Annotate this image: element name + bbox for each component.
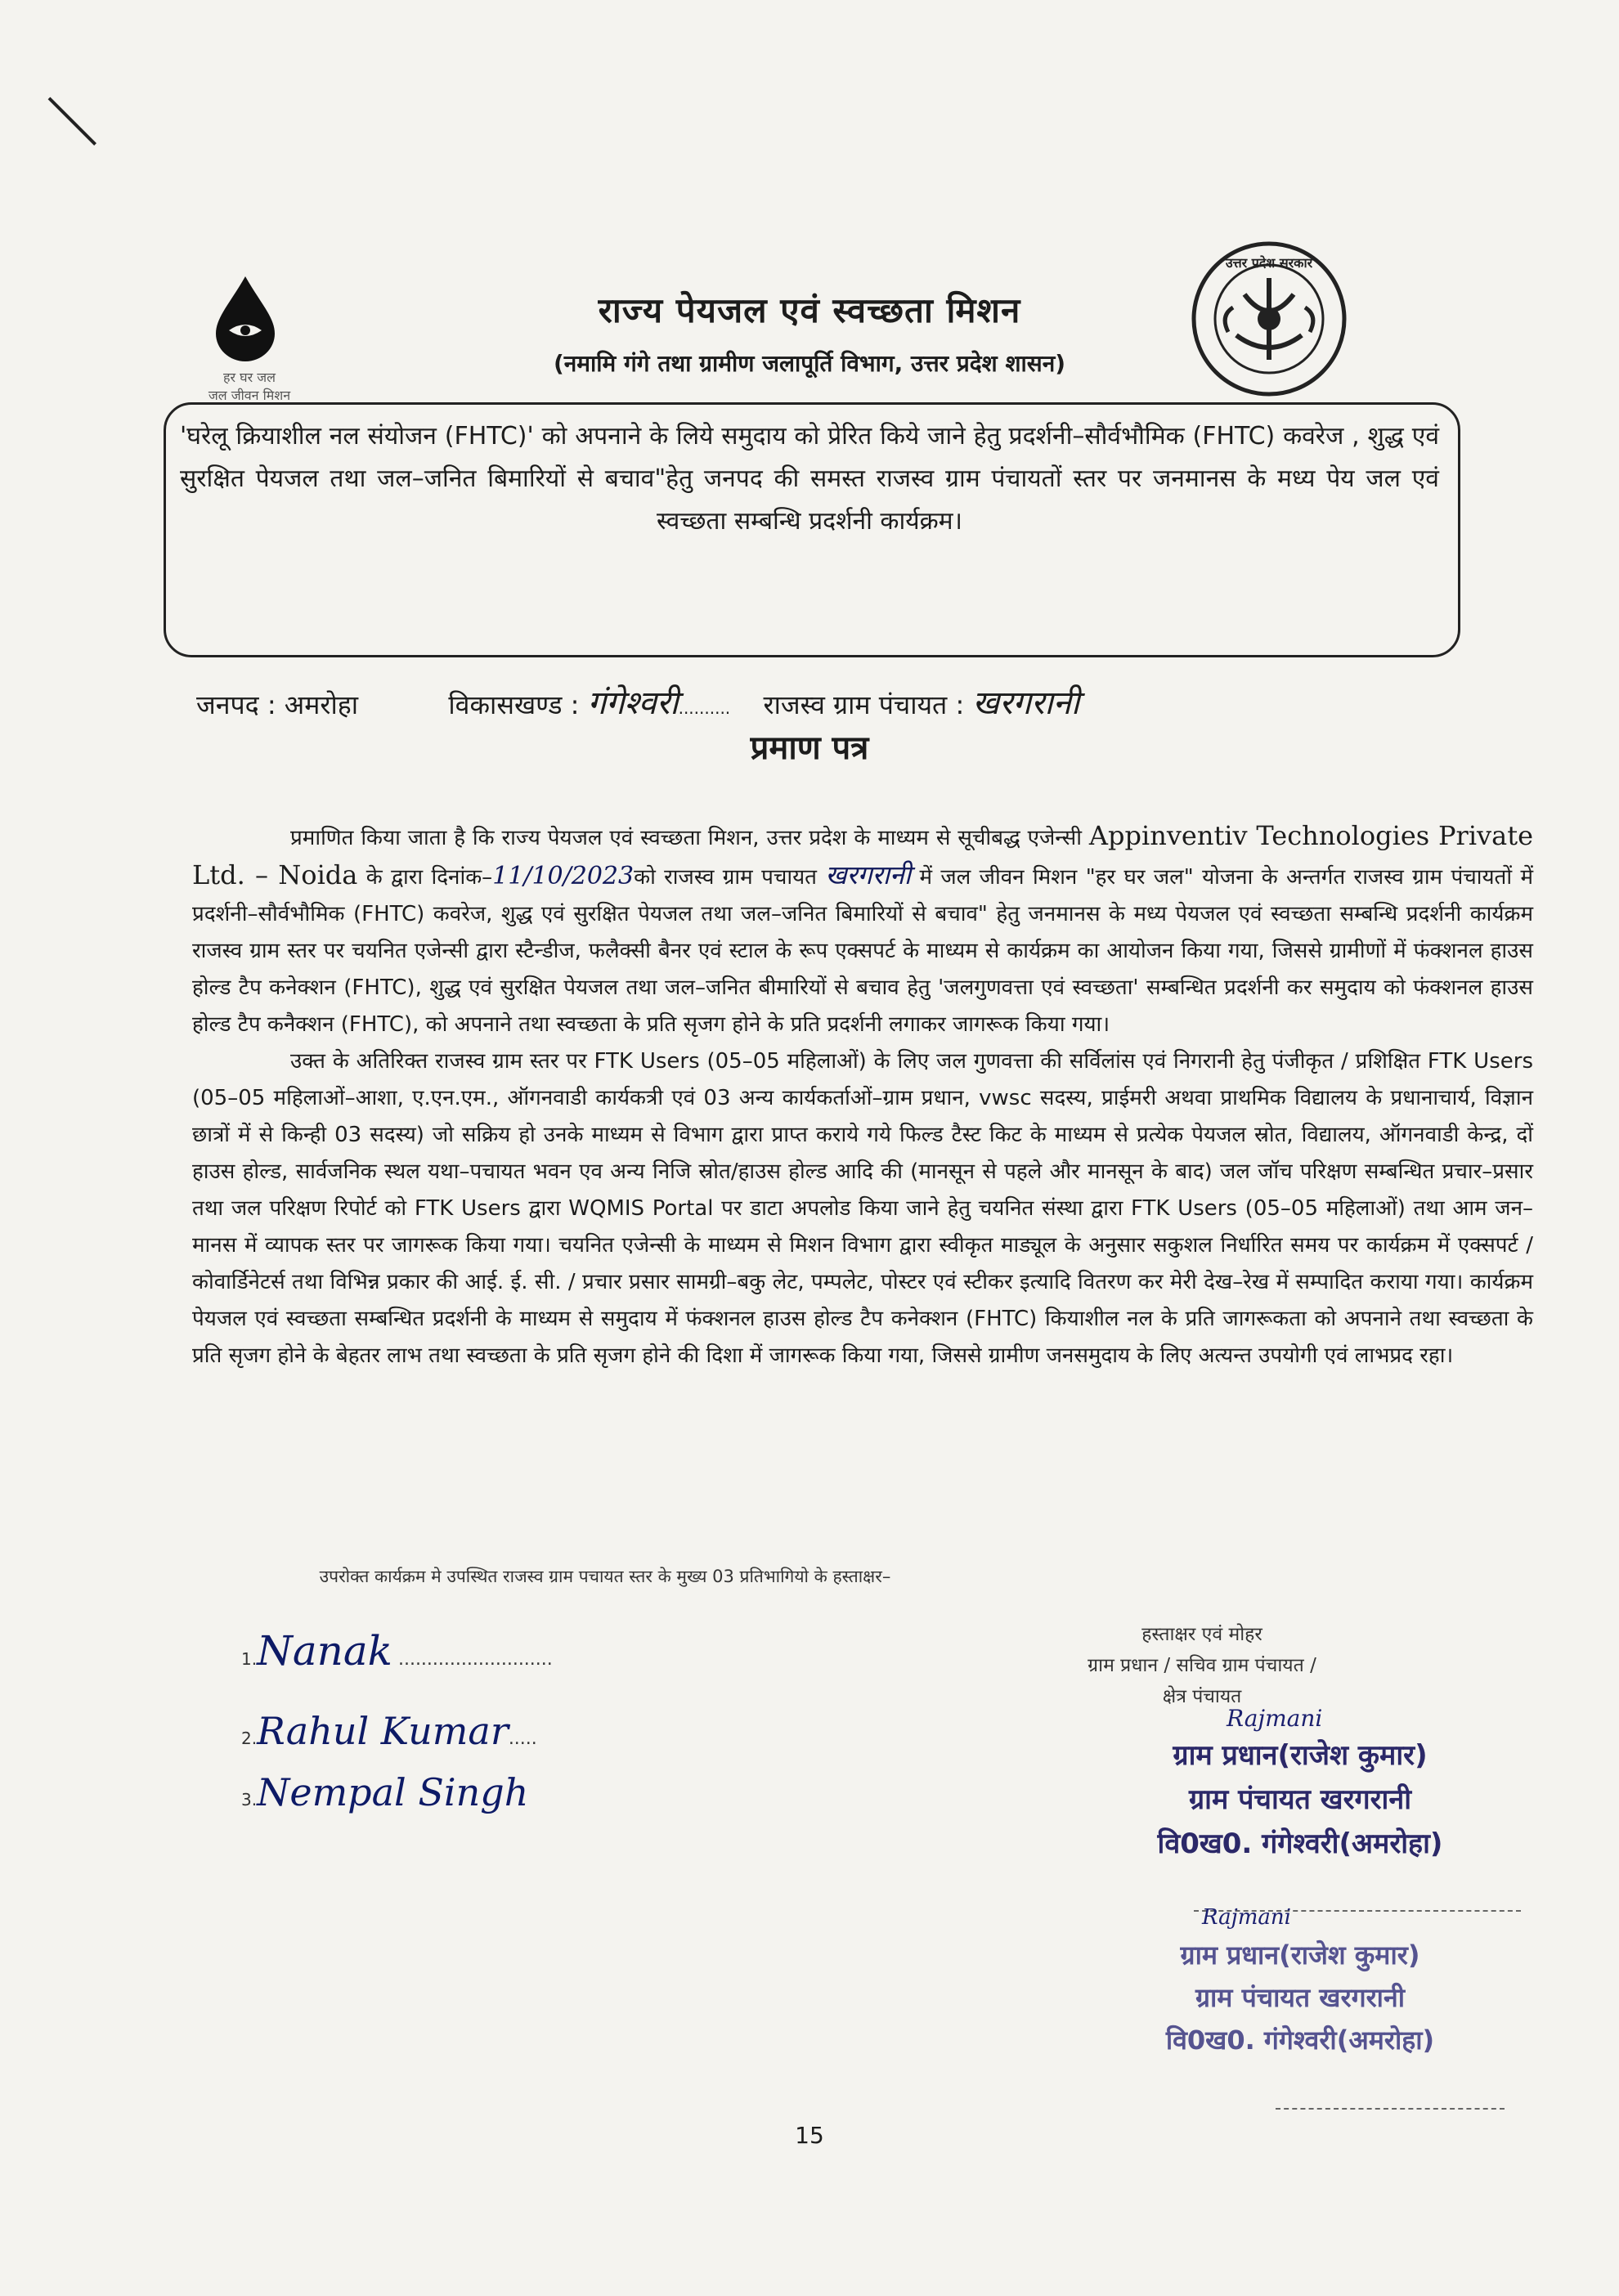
certificate-body [192, 818, 1533, 1374]
participant-signature-1: 1.Nanak ........................... [241, 1627, 553, 1675]
program-box-text: 'घरेलू क्रियाशील नल संयोजन (FHTC)' को अपनाने के लिये समुदाय को प्रेरित किये जाने हेतु प्रदर्शनी–सौर्वभौमिक (FHTC) कवरेज , शुद्ध एवं सुरक्षित पेयजल तथा जल–जनित बिमारियों से बचाव"हेतु जनपद की समस्त राजस्व ग्राम पंचायतों स्तर पर जनमानस के मध्य पेय जल एवं स्वच्छता सम्बन्धि प्रदर्शनी कार्यक्रम। [180, 422, 1439, 536]
divider [1276, 2108, 1505, 2110]
signatory-heading [981, 1619, 1423, 1712]
handwritten-initials: Rajmani [1227, 1705, 1323, 1732]
event-date: 11/10/2023 [492, 862, 635, 890]
header-title: राज्य पेयजल एवं स्वच्छता मिशन [598, 290, 1021, 330]
participants-note: उपरोक्त कार्यक्रम मे उपस्थित राजस्व ग्राम पचायत स्तर के मुख्य 03 प्रतिभागियो के हस्ताक्षर– [319, 1567, 891, 1586]
stamp-line: ग्राम पंचायत खरगरानी [1195, 1982, 1406, 2013]
participant-name: Nanak [257, 1627, 392, 1675]
participant-signature-3 [241, 1770, 528, 1814]
stamp-line: वि0ख0. गंगेश्वरी(अमरोहा) [1165, 2025, 1435, 2056]
logo-caption-2: जल जीवन मिशन [208, 388, 291, 403]
participant-name: Rahul Kumar [257, 1709, 509, 1753]
stamp-line: ग्राम प्रधान(राजेश कुमार) [1173, 1739, 1428, 1772]
official-stamp-1 [1079, 1733, 1521, 1866]
logo-caption-1: हर घर जल [223, 370, 276, 385]
block-value: गंगेश्वरी [587, 684, 679, 722]
participant-name: Nempal Singh [257, 1770, 529, 1814]
block-label: विकासखण्ड : [448, 689, 580, 720]
location-line: जनपद : अमरोहा विकासखण्ड : गंगेश्वरी.......... राजस्व ग्राम पंचायत : खरगरानी [196, 684, 1080, 722]
signatory-line-3: क्षेत्र पंचायत [1162, 1686, 1242, 1707]
paragraph-2: उक्त के अतिरिक्त राजस्व ग्राम स्तर पर FTK Users (05–05 महिलाओं) के लिए जल गुणवत्ता की सर्विलांस एवं निगरानी हेतु पंजीकृत / प्रशिक्षित FTK Users (05–05 महिलाओं–आशा, ए.एन.एम., ऑगनवाडी कार्यकत्री एवं 03 अन्य कार्यकर्ताओं–ग्राम प्रधान, vwsc सदस्य, प्राईमरी अथवा प्राथमिक विद्यालय के प्रधानाचार्य, विज्ञान छात्रों में से किन्ही 03 सदस्य) जो सक्रिय हो उनके माध्यम से विभाग द्वारा प्राप्त कराये गये फिल्ड टैस्ट किट के माध्यम से प्रत्येक पेयजल स्रोत, विद्यालय, ऑगनवाडी केन्द्र, दों हाउस होल्ड, सार्वजनिक स्थल यथा–पचायत भवन एव अन्य निजि स्रोत/हाउस होल्ड आदि की (मानसून से पहले और मानसून के बाद) जल जॉच परिक्षण सम्बन्धित प्रचार–प्रसार तथा जल परिक्षण रिपोर्ट को FTK Users द्वारा WQMIS Portal पर डाटा अपलोड किया जाने हेतु चयनित संस्था द्वारा FTK Users (05–05 महिलाओं) तथा आम जन–मानस में व्यापक स्तर पर जागरूक किया गया। चयनित एजेन्सी के माध्यम से मिशन विभाग द्वारा स्वीकृत माड्यूल के अनुसार सकुशल निर्धारित समय पर कार्यक्रम में एक्सपर्ट / कोवार्डिनेटर्स तथा विभिन्न प्रकार की आई. ई. सी. / प्रचार प्रसार सामग्री–बकु लेट, पम्पलेट, पोस्टर एवं स्टीकर इत्यादि वितरण कर मेरी देख–रेख में सम्पादित कराया गया। कार्यक्रम पेयजल एवं स्वच्छता सम्बन्धित प्रदर्शनी के माध्यम से समुदाय में फंक्शनल हाउस होल्ड टैप कनेक्शन (FHTC) कियाशील नल के प्रति जागरूकता को अपनाने तथा स्वच्छता के प्रति सृजग होने के बेहतर लाभ तथा स्वच्छता के प्रति सृजग होने की दिशा में जागरूक किया गया, जिससे ग्रामीण जनसमुदाय के लिए अत्यन्त उपयोगी एवं लाभप्रद रहा। [192, 1049, 1533, 1368]
signatory-line-1: हस्ताक्षर एवं मोहर [1141, 1624, 1262, 1645]
up-government-seal [1187, 237, 1351, 401]
stamp-line: ग्राम पंचायत खरगरानी [1188, 1783, 1412, 1816]
agency-name: Appinventiv Technologies Private Ltd. – Noida [192, 820, 1534, 890]
participant-number: 3. [241, 1790, 258, 1809]
seal-text: उत्तर प्रदेश सरकार [1225, 255, 1313, 271]
p1-text-b: के द्वारा दिनांक– [366, 865, 493, 890]
participant-number: 1. [241, 1649, 258, 1669]
handwritten-initials: Rajmani [1202, 1905, 1291, 1930]
district-label: जनपद : अमरोहा [196, 689, 359, 720]
header-subtitle: (नमामि गंगे तथा ग्रामीण जलापूर्ति विभाग, उत्तर प्रदेश शासन) [553, 350, 1066, 377]
participant-number: 2. [241, 1729, 258, 1748]
panchayat-value: खरगरानी [972, 684, 1080, 722]
p1-text-c: को राजस्व ग्राम पचायत [634, 865, 817, 890]
panchayat-handwritten: खरगरानी [825, 859, 912, 890]
participant-signature-2: 2.Rahul Kumar..... [241, 1709, 537, 1753]
stamp-line: ग्राम प्रधान(राजेश कुमार) [1180, 1939, 1420, 1971]
stamp-line: वि0ख0. गंगेश्वरी(अमरोहा) [1157, 1827, 1443, 1860]
official-stamp-2 [1079, 1934, 1521, 2061]
certificate-title: प्रमाण पत्र [750, 729, 869, 767]
page-number: 15 [795, 2122, 824, 2149]
paragraph-1 [192, 818, 1533, 1043]
signatory-line-2: ग्राम प्रधान / सचिव ग्राम पंचायत / [1088, 1655, 1316, 1676]
p1-text-d: में जल जीवन मिशन "हर घर जल" योजना के अन्तर्गत राजस्व ग्राम पंचायतों में प्रदर्शनी–सौर्वभौमिक (FHTC) कवरेज, शुद्ध एवं सुरक्षित पेयजल तथा जल–जनित बिमारियों से बचाव" हेतु जनमानस के मध्य पेयजल एवं स्वच्छता सम्बन्धि प्रदर्शनी कार्यक्रम राजस्व ग्राम स्तर पर चयनित एजेन्सी द्वारा स्टैन्डीज, फलैक्सी बैनर एवं स्टाल के रूप एक्सपर्ट के माध्यम से कार्यक्रम का आयोजन किया गया, जिससे ग्रामीणों में फंक्शनल हाउस होल्ड टैप कनेक्शन (FHTC), शुद्ध एवं सुरक्षित पेयजल तथा जल–जनित बीमारियों से बचाव हेतु 'जलगुणवत्ता एवं स्वच्छता' सम्बन्धित प्रदर्शनी कर समुदाय को फंक्शनल हाउस होल्ड टैप कनैक्शन (FHTC), को अपनाने तथा स्वच्छता के प्रति सृजग होने के प्रति प्रदर्शनी लगाकर जागरूक किया गया। [192, 865, 1534, 1037]
panchayat-label: राजस्व ग्राम पंचायत : [763, 689, 965, 720]
p1-text-a: प्रमाणित किया जाता है कि राज्य पेयजल एवं स्वच्छता मिशन, उत्तर प्रदेश के माध्यम से सूचीबद्ध एजेन्सी [290, 826, 1082, 850]
pen-mark [48, 97, 96, 146]
